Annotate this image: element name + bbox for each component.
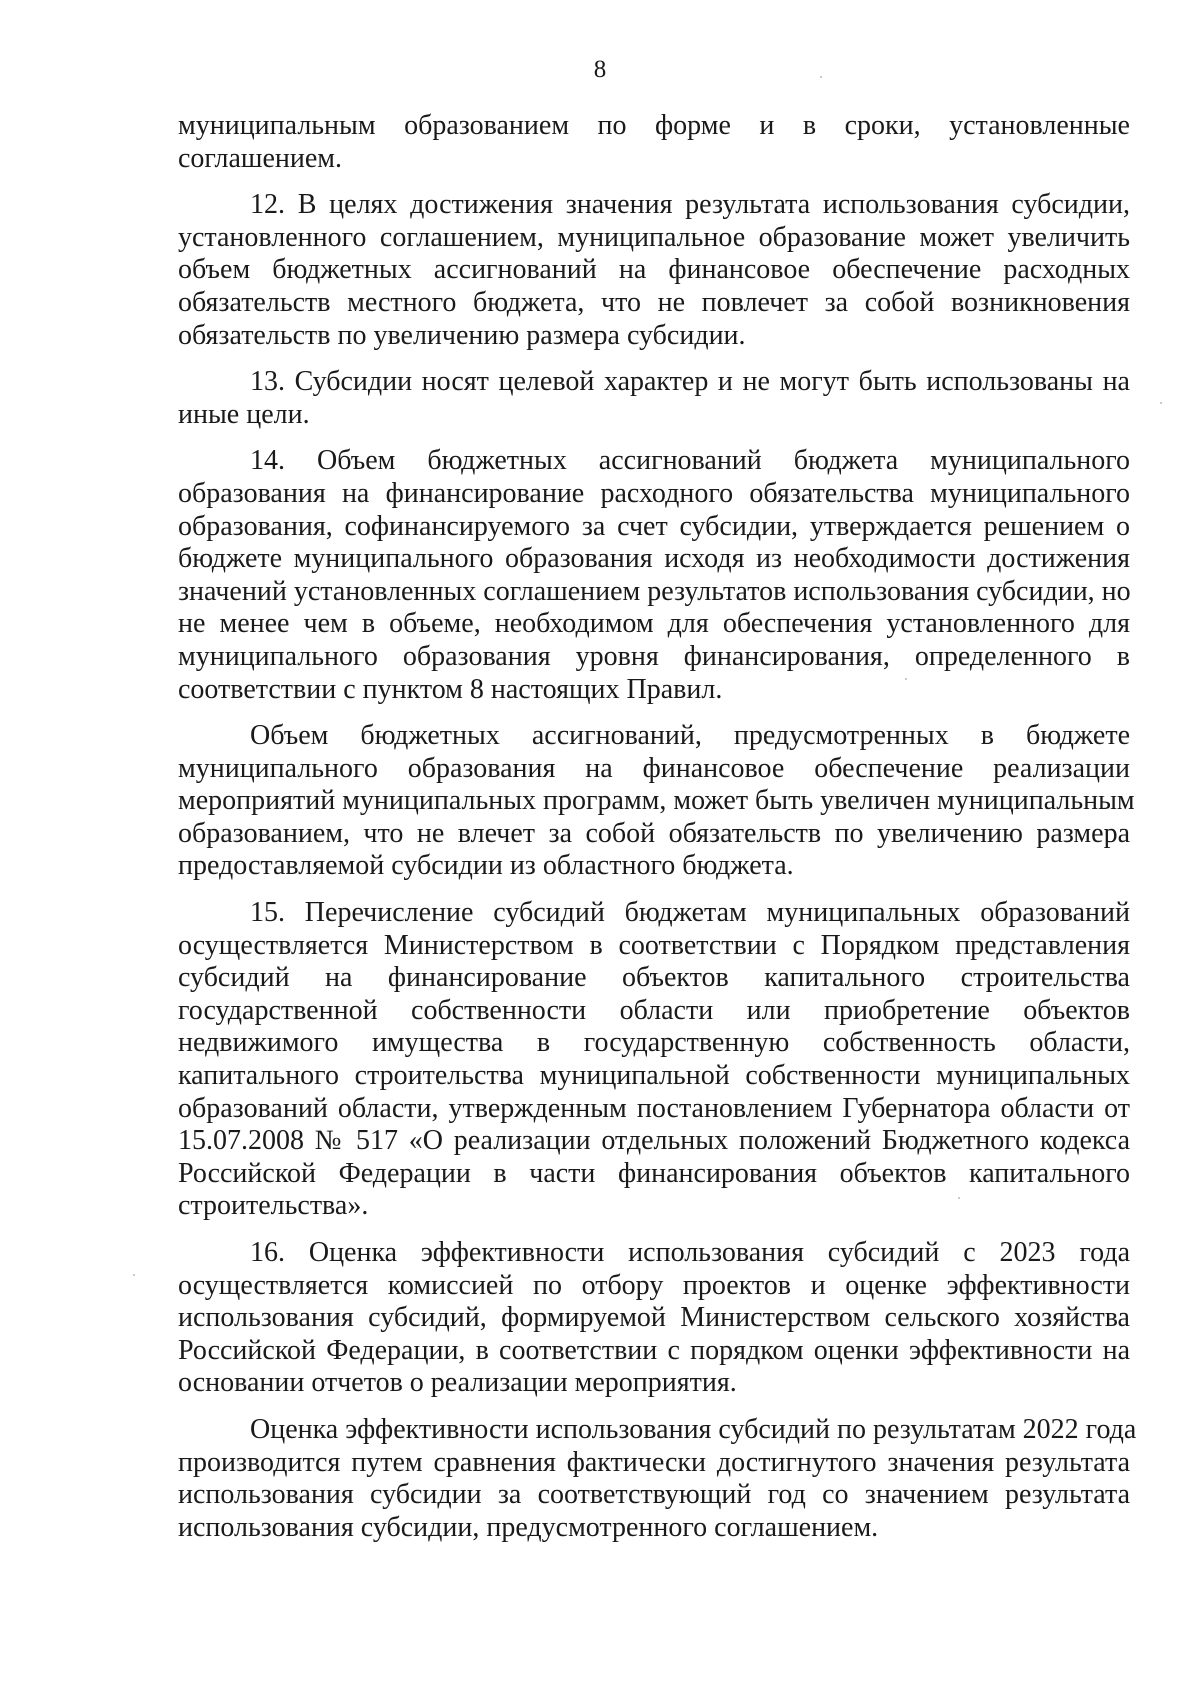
text-line: Российской Федерации, в соответствии с порядком оценки эффективности на bbox=[178, 1334, 1130, 1366]
page-number: 8 bbox=[593, 56, 607, 83]
text-line: установленного соглашением, муниципальное образование может увеличить bbox=[178, 221, 1130, 253]
text-line: образования на финансирование расходного обязательства муниципального bbox=[178, 477, 1130, 509]
scan-speck bbox=[905, 678, 907, 680]
text-line: образования, софинансируемого за счет субсидии, утверждается решением о bbox=[178, 510, 1130, 542]
text-line: соглашением. bbox=[178, 142, 342, 174]
text-line: муниципального образования на финансовое обеспечение реализации bbox=[178, 752, 1130, 784]
text-line: субсидий на финансирование объектов капитального строительства bbox=[178, 962, 1130, 994]
text-line: осуществляется Министерством в соответствии с Порядком представления bbox=[178, 929, 1130, 961]
text-line: значений установленных соглашением результатов использования субсидии, но bbox=[178, 575, 1131, 607]
scan-speck bbox=[958, 1197, 960, 1199]
text-line: недвижимого имущества в государственную собственность области, bbox=[178, 1027, 1130, 1059]
scan-speck bbox=[133, 1274, 135, 1276]
paragraph-16 bbox=[178, 1237, 1130, 1400]
paragraph-continuation bbox=[178, 110, 1130, 175]
text-line: 15.07.2008 № 517 «О реализации отдельных положений Бюджетного кодекса bbox=[178, 1125, 1130, 1157]
paragraph-13 bbox=[178, 366, 1130, 431]
text-line: Оценка эффективности использования субсидий по результатам 2022 года bbox=[250, 1413, 1137, 1445]
text-line: капитального строительства муниципальной собственности муниципальных bbox=[178, 1060, 1130, 1092]
text-line: не менее чем в объеме, необходимом для обеспечения установленного для bbox=[178, 608, 1130, 640]
text-line: бюджете муниципального образования исходя из необходимости достижения bbox=[178, 543, 1130, 575]
text-line: обязательств местного бюджета, что не повлечет за собой возникновения bbox=[178, 286, 1130, 318]
paragraph-15 bbox=[178, 897, 1130, 1223]
document-body bbox=[178, 110, 1137, 1558]
text-line: производится путем сравнения фактически достигнутого значения результата bbox=[178, 1446, 1130, 1478]
text-line: 13. Субсидии носят целевой характер и не могут быть использованы на bbox=[250, 366, 1130, 398]
paragraph-14-continued bbox=[178, 720, 1135, 883]
text-line: соответствии с пунктом 8 настоящих Правил. bbox=[178, 673, 723, 705]
scan-speck bbox=[1160, 402, 1162, 404]
scan-speck bbox=[820, 76, 822, 78]
paragraph-16-continued bbox=[178, 1413, 1137, 1544]
text-line: иные цели. bbox=[178, 398, 310, 430]
text-line: объем бюджетных ассигнований на финансовое обеспечение расходных bbox=[178, 254, 1130, 286]
text-line: обязательств по увеличению размера субсидии. bbox=[178, 319, 746, 351]
text-line: использования субсидии за соответствующий год со значением результата bbox=[178, 1479, 1130, 1511]
text-line: 15. Перечисление субсидий бюджетам муниципальных образований bbox=[250, 897, 1130, 929]
text-line: основании отчетов о реализации мероприятия. bbox=[178, 1367, 737, 1399]
text-line: государственной собственности области или приобретение объектов bbox=[178, 994, 1130, 1026]
text-line: осуществляется комиссией по отбору проектов и оценке эффективности bbox=[178, 1269, 1130, 1301]
paragraph-12 bbox=[178, 189, 1130, 352]
text-line: 16. Оценка эффективности использования субсидий с 2023 года bbox=[250, 1237, 1130, 1268]
text-line: муниципального образования уровня финансирования, определенного в bbox=[178, 640, 1130, 672]
text-line: образований области, утвержденным постановлением Губернатора области от bbox=[178, 1092, 1130, 1124]
text-line: использования субсидий, формируемой Министерством сельского хозяйства bbox=[178, 1302, 1130, 1334]
text-line: Объем бюджетных ассигнований, предусмотренных в бюджете bbox=[250, 720, 1130, 752]
paragraph-14 bbox=[178, 445, 1130, 706]
text-line: 12. В целях достижения значения результата использования субсидии, bbox=[250, 189, 1130, 221]
text-line: предоставляемой субсидии из областного бюджета. bbox=[178, 850, 794, 882]
text-line: использования субсидии, предусмотренного соглашением. bbox=[178, 1511, 879, 1543]
text-line: муниципальным образованием по форме и в сроки, установленные bbox=[178, 110, 1130, 141]
text-line: 14. Объем бюджетных ассигнований бюджета муниципального bbox=[250, 445, 1130, 477]
text-line: строительства». bbox=[178, 1190, 369, 1222]
text-line: образованием, что не влечет за собой обязательств по увеличению размера bbox=[178, 817, 1130, 849]
text-line: Российской Федерации в части финансирования объектов капитального bbox=[178, 1157, 1130, 1189]
text-line: мероприятий муниципальных программ, может быть увеличен муниципальным bbox=[178, 785, 1135, 817]
